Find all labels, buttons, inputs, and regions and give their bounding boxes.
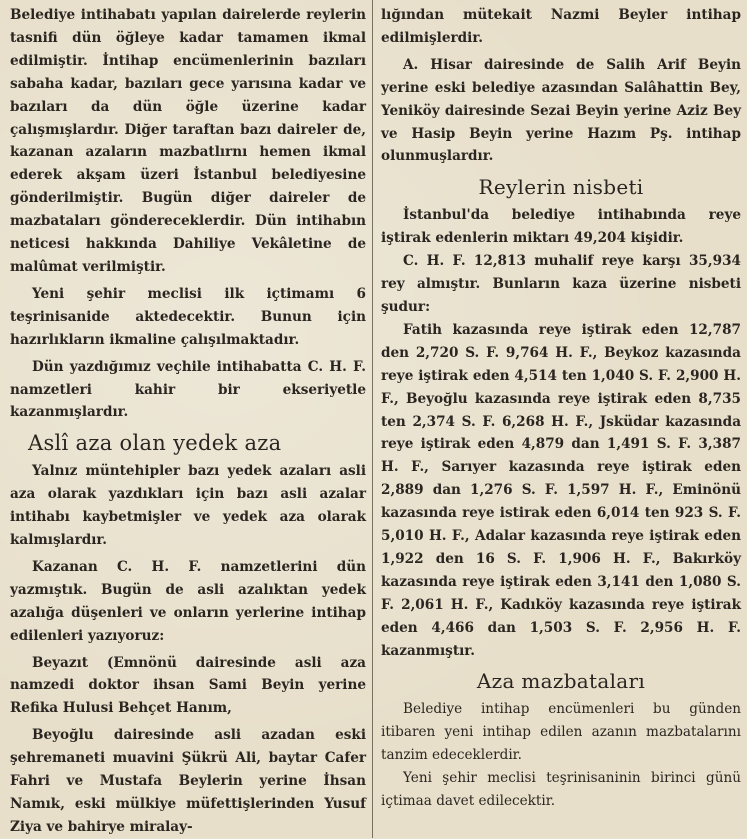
article-paragraph: Kazanan C. H. F. namzetlerini dün yazmıştık. Bugün de asli azalıktan yedek azalığa düşenleri ve onların yerlerine intihap edilenleri yazıyoruz: xyxy=(10,558,366,644)
right-column xyxy=(381,4,741,813)
section-heading-aza-mazbatalari: Aza mazbataları xyxy=(476,669,646,694)
article-paragraph: C. H. F. 12,813 muhalif reye karşı 35,934 rey almıştır. Bunların kaza üzerine nisbeti şudur: xyxy=(381,253,741,315)
article-paragraph: Belediye intihabatı yapılan dairelerde reylerin tasnifi dün öğleye kadar tamamen ikmal edilmiştir. İntihap encümenlerinin bazıları sabaha kadar, bazıları gece yarısına kadar ve bazıları da dün öğle üzerine kadar çalışmışlardır. Diğer taraftan bazı daireler de, kazanan azaların mazbatlırnı hemen ikmal ederek akşam üzeri İstanbul belediyesine gönderilmiştir. Bugün diğer daireler de mazbataları göndereceklerdir. Dün intihabın neticesi hakkında Dahiliye Vekâletine de malûmat verilmiştir. xyxy=(10,7,366,275)
article-paragraph: Dün yazdığımız veçhile intihabatta C. H. F. namzetleri kahir bir ekseriyetle kazanmışlardır. xyxy=(10,358,366,421)
section-heading-reylerin-nisbeti: Reylerin nisbeti xyxy=(478,175,644,200)
article-paragraph: Yeni şehir meclisi ilk içtimamı 6 teşrinisanide aktedecektir. Bunun için hazırlıkların ikmaline çalışılmaktadır. xyxy=(10,285,366,348)
article-paragraph: Yalnız müntehipler bazı yedek azaları asli aza olarak yazdıkları için bazı asli azalar intihabı kaybetmişler ve yedek aza olarak kalmışlardır. xyxy=(10,463,366,549)
article-paragraph: Beyazıt (Emnönü dairesinde asli aza namzedi doktor ihsan Sami Beyin yerine Refika Hulusi Behçet Hanım, xyxy=(10,654,366,717)
left-column xyxy=(10,4,366,839)
column-divider xyxy=(372,0,373,838)
article-paragraph: Beyoğlu dairesinde asli azadan eski şehremaneti muavini Şükrü Ali, baytar Cafer Fahri ve Mustafa Beylerin yerine İhsan Namık, eski mülkiye müfettişlerinden Yusuf Ziya ve bahirye miralay- xyxy=(10,727,366,835)
article-paragraph: lığından mütekait Nazmi Beyler intihap edilmişlerdir. xyxy=(381,7,741,46)
section-heading-asli-aza: Aslî aza olan yedek aza xyxy=(28,431,282,456)
article-paragraph: Yeni şehir meclisi teşrinisaninin birinci günü içtimaa davet edilecektir. xyxy=(381,770,741,810)
article-paragraph: İstanbul'da belediye intihabında reye iştirak edenlerin miktarı 49,204 kişidir. xyxy=(381,207,741,247)
article-paragraph: A. Hisar dairesinde de Salih Arif Beyin yerine eski belediye azasından Salâhattin Bey, Yeniköy dairesinde Sezai Beyin yerine Aziz Bey ve Hasip Beyin yerine Hazım Pş. intihap olunmuşlardır. xyxy=(381,56,741,165)
article-paragraph: Fatih kazasında reye iştirak eden 12,787 den 2,720 S. F. 9,764 H. F., Beykoz kazasında reye iştirak eden 4,514 ten 1,040 S. F. 2,900 H. F., Beyoğlu kazasında reye iştirak eden 8,735 ten 2,374 S. F. 6,268 H. F., Jsküdar kazasında reye iştirak eden 4,879 dan 1,491 S. F. 3,387 H. F., Sarıyer kazasında reye iştirak eden 2,889 dan 1,276 S. F. 1,597 H. F., Eminönü kazasında reye istirak eden 6,014 ten 923 S. F. 5,010 H. F., Adalar kazasında reye iştirak eden 1,922 den 16 S. F. 1,906 H. F., Bakırköy kazasında reye iştirak eden 3,141 den 1,080 S. F. 2,061 H. F., Kadıköy kazasında reye iştirak eden 4,466 dan 1,503 S. F. 2,956 H. F. kazanmıştır. xyxy=(381,321,741,659)
article-paragraph: Belediye intihap encümenleri bu günden itibaren yeni intihap edilen azanın mazbatalarını tanzim edeceklerdir. xyxy=(381,701,741,764)
